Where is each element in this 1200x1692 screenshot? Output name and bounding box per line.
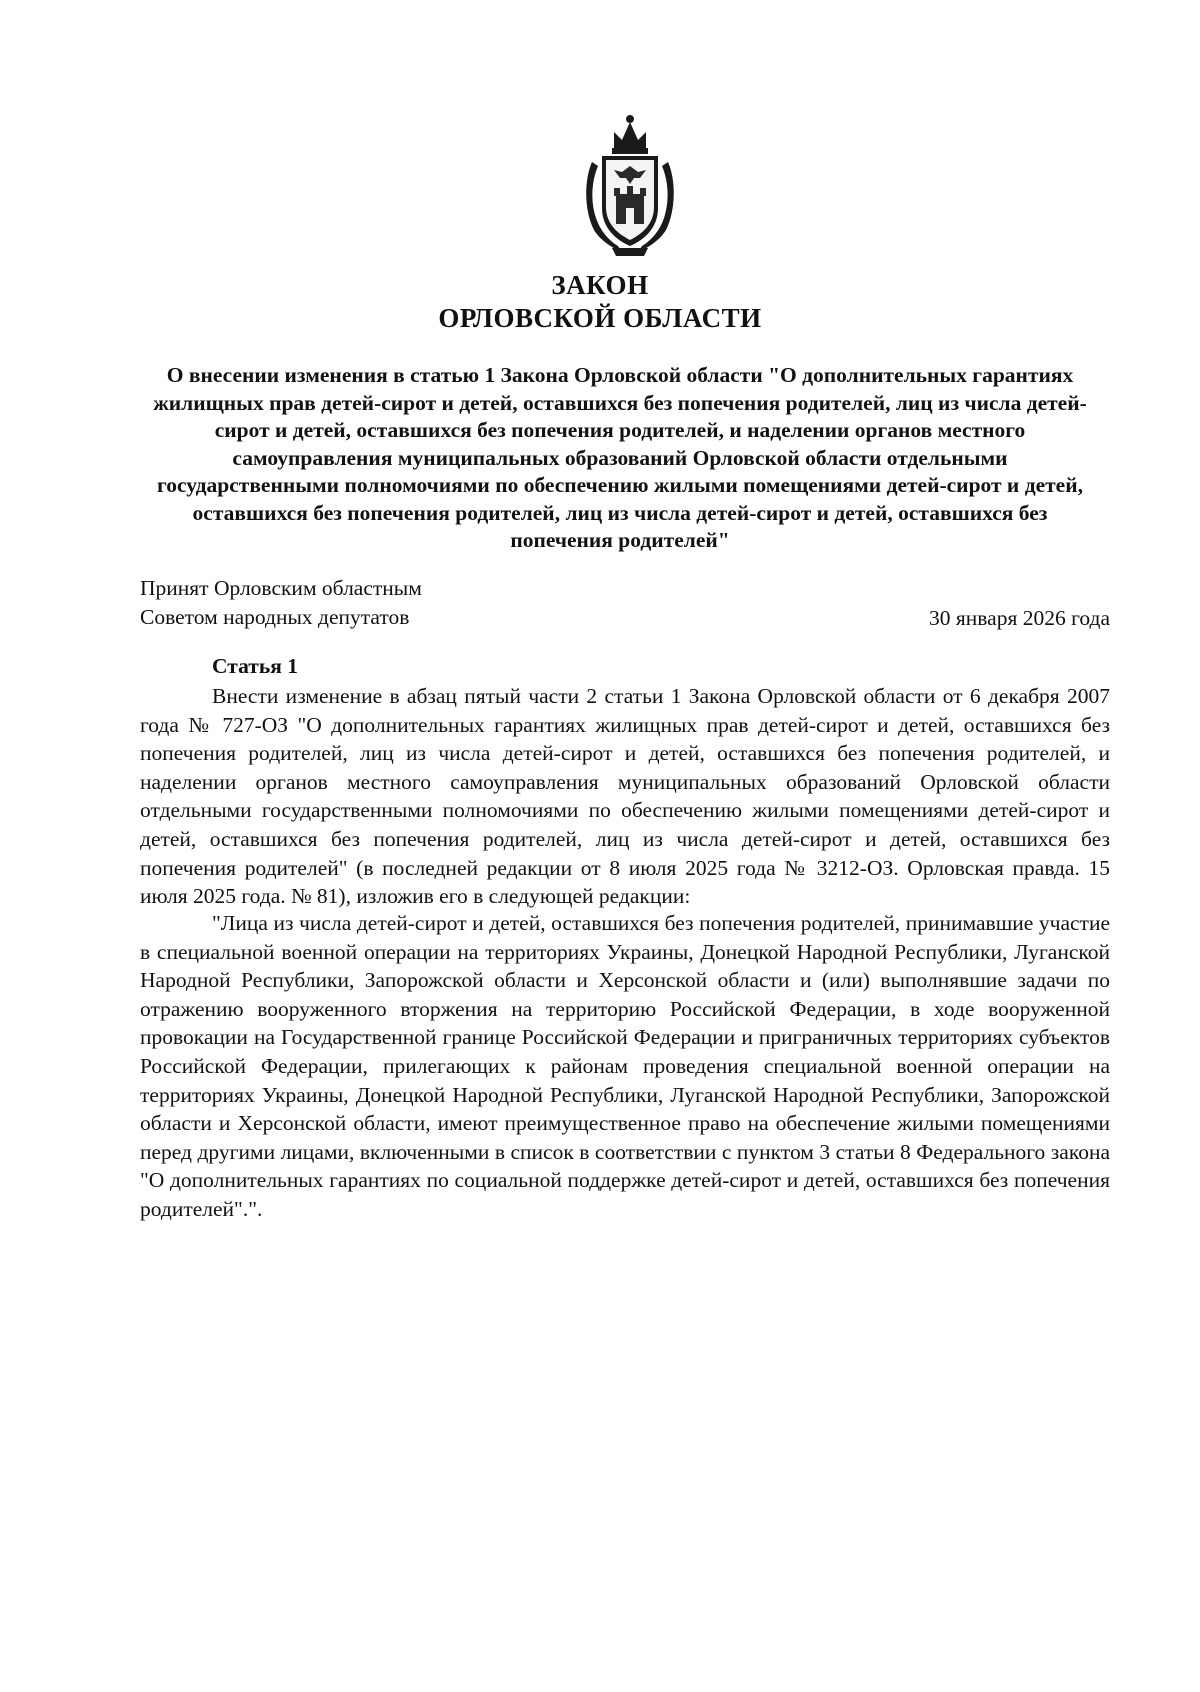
article-paragraph-1: Внести изменение в абзац пятый части 2 статьи 1 Закона Орловской области от 6 декабря 2007 года № 727-ОЗ "О дополнительных гарантиях жилищных прав детей-сирот и детей, оставшихся без попечения родителей, лиц из числа детей-сирот и детей, оставшихся без попечения родителей, и наделении органов местного самоуправления муниципальных образований Орловской области отдельными государственными полномочиями по обеспечению жилыми помещениями детей-сирот и детей, оставшихся без попечения родителей, лиц из числа детей-сирот и детей, оставшихся без попечения родителей" (в последней редакции от 8 июля 2025 года № 3212-ОЗ. Орловская правда. 15 июля 2025 года. № 81), изложив его в следующей редакции: xyxy=(140,684,1110,909)
adoption-authority-line-1: Принят Орловским областным xyxy=(140,576,422,600)
adoption-date: 30 января 2026 года xyxy=(929,606,1110,630)
article-heading: Статья 1 xyxy=(212,654,298,678)
adoption-authority xyxy=(140,574,422,632)
article-paragraph-2: "Лица из числа детей-сирот и детей, оставшихся без попечения родителей, принимавшие участие в специальной военной операции на территориях Украины, Донецкой Народной Республики, Луганской Народной Республики, Запорожской области и Херсонской области и (или) выполнявшие задачи по отражению вооруженного вторжения на территорию Российской Федерации, в ходе вооруженной провокации на Государственной границе Российской Федерации и приграничных территориях субъектов Российской Федерации, прилегающих к районам проведения специальной военной операции на территориях Украины, Донецкой Народной Республики, Луганской Народной Республики, Запорожской области и Херсонской области, имеют преимущественное право на обеспечение жилыми помещениями перед другими лицами, включенными в список в соответствии с пунктом 3 статьи 8 Федерального закона "О дополнительных гарантиях по социальной поддержке детей-сирот и детей, оставшихся без попечения родителей".". xyxy=(140,911,1110,1221)
document-title-region: ОРЛОВСКОЙ ОБЛАСТИ xyxy=(438,303,762,333)
document-title-type: ЗАКОН xyxy=(551,270,649,300)
adoption-authority-line-2: Советом народных депутатов xyxy=(140,605,410,629)
document-subject: О внесении изменения в статью 1 Закона Орловской области "О дополнительных гарантиях жилищных прав детей-сирот и детей, оставшихся без попечения родителей, лиц из числа детей-сирот и детей, оставшихся без попечения родителей, и наделении органов местного самоуправления муниципальных образований Орловской области отдельными государственными полномочиями по обеспечению жилыми помещениями детей-сирот и детей, оставшихся без попечения родителей, лиц из числа детей-сирот и детей, оставшихся без попечения родителей" xyxy=(153,363,1087,552)
orel-oblast-coat-of-arms-icon xyxy=(578,110,682,260)
